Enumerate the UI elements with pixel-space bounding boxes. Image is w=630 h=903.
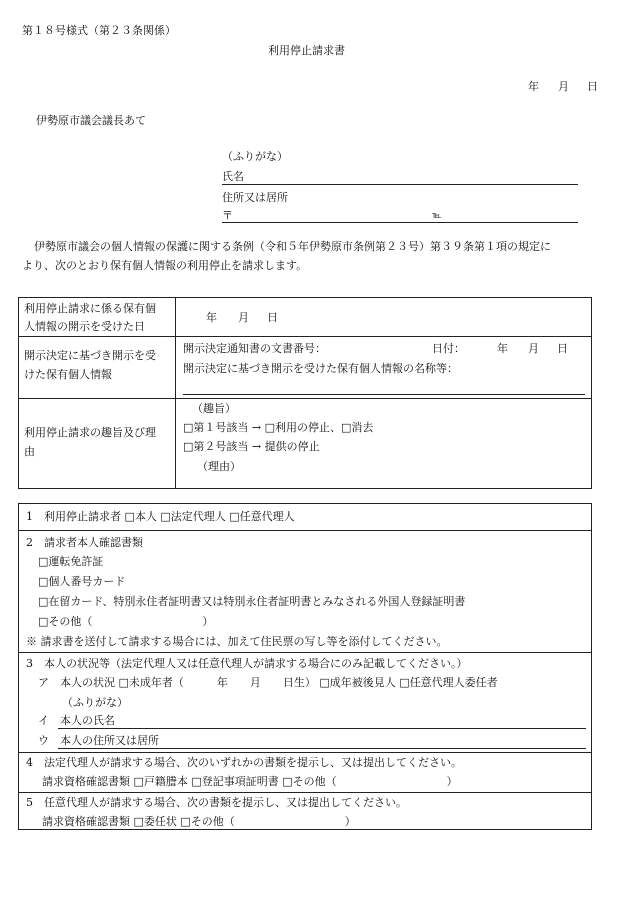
notice-doc-number-label: 開示決定通知書の文書番号： — [183, 342, 326, 355]
voluntary-agent-title: 5 任意代理人が請求する場合、次の書類を提示し、又は提出してください。 — [26, 796, 407, 809]
principal-address-label: ウ 本人の住所又は居所 — [38, 734, 159, 747]
notice-year: 年 — [497, 342, 508, 355]
disclosed-info-name-label: 開示決定に基づき開示を受けた保有個人情報の名称等： — [183, 362, 458, 375]
principal-status-row[interactable]: ア 本人の状況 □未成年者（ 年 月 日生） □成年被後見人 □任意代理人委任者 — [38, 676, 498, 689]
intro-line1: 伊勢原市議会の個人情報の保護に関する条例（令和５年伊勢原市条例第２３号）第３９条第１項の規定に — [34, 240, 551, 253]
disclosed-info-label: けた保有個人情報 — [24, 368, 112, 381]
disclosed-year: 年 — [206, 311, 217, 324]
purpose-heading: （趣旨） — [192, 402, 236, 415]
date-year-label: 年 — [528, 80, 539, 93]
intro-line2: より、次のとおり保有個人情報の利用停止を請求します。 — [22, 259, 308, 272]
requester-name-line[interactable] — [222, 184, 578, 185]
id-docs-note: ※ 請求書を送付して請求する場合には、加えて住民票の写し等を添付してください。 — [26, 635, 448, 648]
principal-name-label: イ 本人の氏名 — [38, 714, 115, 727]
disclosed-day: 日 — [267, 311, 278, 324]
detail-table-row-sep — [18, 652, 592, 653]
reason-heading: （理由） — [197, 460, 241, 473]
id-doc-license[interactable]: □運転免許証 — [38, 555, 104, 568]
purpose-option-2[interactable]: □第２号該当 → 提供の停止 — [183, 440, 320, 453]
requester-furigana: （ふりがな） — [222, 150, 288, 163]
disclosed-date-label: 人情報の開示を受けた日 — [24, 320, 145, 333]
addressee: 伊勢原市議会議長あて — [36, 114, 146, 127]
form-number: 第１８号様式（第２３条関係） — [22, 24, 176, 37]
notice-month: 月 — [528, 342, 539, 355]
id-doc-other[interactable]: □その他（ ） — [38, 615, 214, 628]
id-doc-mynumber[interactable]: □個人番号カード — [38, 575, 126, 588]
requester-type-row[interactable]: 1 利用停止請求者 □本人 □法定代理人 □任意代理人 — [26, 510, 295, 523]
stop-purpose-label: 利用停止請求の趣旨及び理 — [24, 426, 156, 439]
requester-name-label: 氏名 — [222, 170, 244, 183]
notice-day: 日 — [557, 342, 568, 355]
stop-purpose-label: 由 — [24, 445, 35, 458]
date-day-label: 日 — [587, 80, 598, 93]
legal-agent-title: 4 法定代理人が請求する場合、次のいずれかの書類を提示し、又は提出してください。 — [26, 756, 462, 769]
postal-mark: 〒 — [222, 209, 233, 222]
requester-address-label: 住所又は居所 — [222, 191, 288, 204]
tel-mark: ℡ — [432, 211, 442, 221]
principal-address-line[interactable] — [58, 748, 586, 749]
detail-table-row-sep — [18, 530, 592, 531]
form-title: 利用停止請求書 — [268, 44, 345, 57]
purpose-option-1[interactable]: □第１号該当 → □利用の停止、□消去 — [183, 421, 374, 434]
id-docs-title: 2 請求者本人確認書類 — [26, 536, 143, 549]
disclosed-info-label: 開示決定に基づき開示を受 — [24, 349, 156, 362]
disclosed-month: 月 — [238, 311, 249, 324]
date-month-label: 月 — [558, 80, 569, 93]
voluntary-agent-docs[interactable]: 請求資格確認書類 □委任状 □その他（ ） — [42, 815, 356, 828]
detail-table-row-sep — [18, 752, 592, 753]
notice-date-label: 日付： — [432, 342, 465, 355]
legal-agent-docs[interactable]: 請求資格確認書類 □戸籍謄本 □登記事項証明書 □その他（ ） — [42, 775, 458, 788]
detail-table-row-sep — [18, 792, 592, 793]
request-table-row-sep — [18, 336, 592, 337]
disclosed-date-label: 利用停止請求に係る保有個 — [24, 302, 156, 315]
requester-address-line[interactable] — [222, 222, 578, 223]
principal-furigana: （ふりがな） — [62, 696, 128, 709]
id-doc-residence-card[interactable]: □在留カード、特別永住者証明書又は特別永住者証明書とみなされる外国人登録証明書 — [38, 595, 466, 608]
request-table-divider — [175, 297, 176, 489]
principal-name-line[interactable] — [58, 728, 586, 729]
principal-status-title: 3 本人の状況等（法定代理人又は任意代理人が請求する場合にのみ記載してください。） — [26, 657, 468, 670]
disclosed-info-name-line[interactable] — [183, 394, 585, 395]
request-table-row-sep — [18, 398, 592, 399]
